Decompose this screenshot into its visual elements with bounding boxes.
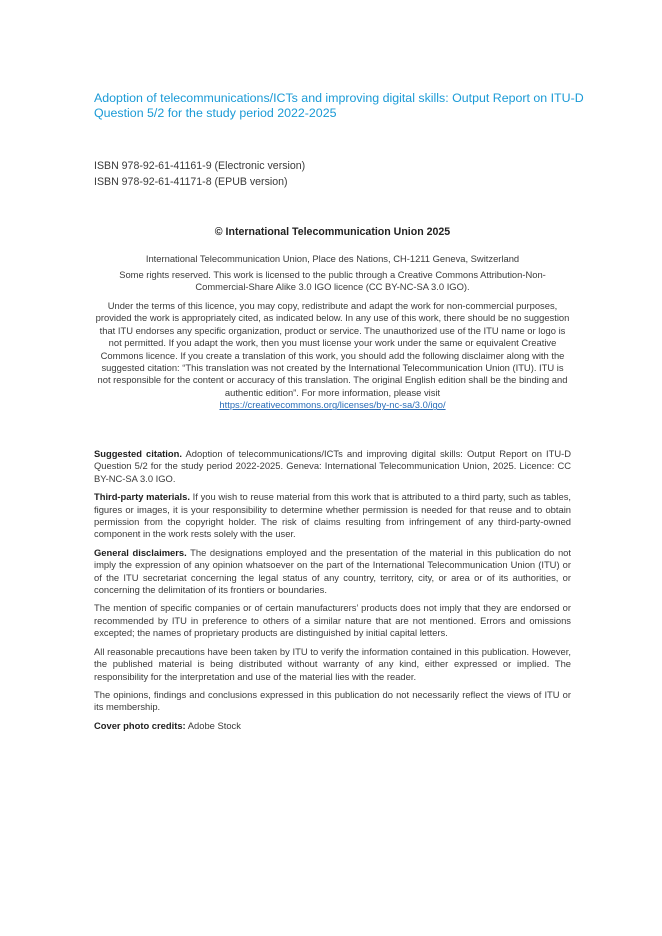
copyright-notice: © International Telecommunication Union 2025 — [214, 226, 451, 238]
general-disclaimers — [94, 547, 571, 597]
cover-photo-credits — [94, 720, 571, 732]
third-party-materials — [94, 491, 571, 541]
general-disclaimers-label: General disclaimers. — [94, 546, 187, 558]
suggested-citation — [94, 448, 571, 485]
third-party-text: If you wish to reuse material from this work that is attributed to a third party, such as tables, figures or images, it is your responsibility to determine whether permission is needed for that reuse and to obtain permission from the copyright holder. The risk of claims resulting from infringement of any third-party-owned component in the work rests solely with the user. — [94, 491, 571, 540]
isbn-electronic: ISBN 978-92-61-41161-9 (Electronic version) — [94, 160, 306, 172]
isbn-epub: ISBN 978-92-61-41171-8 (EPUB version) — [94, 176, 288, 188]
report-title: Adoption of telecommunications/ICTs and improving digital skills: Output Report on ITU-D Question 5/2 for the study period 2022-2025 — [94, 91, 584, 120]
cover-photo-text: Adobe Stock — [185, 719, 241, 731]
general-disclaimers-text: The designations employed and the presentation of the material in this publication do not imply the expression of any opinion whatsoever on the part of the International Telecommunication Union (ITU) or of the ITU secretariat concerning the legal status of any country, territory, city, or area or of its authorities, or concerning the delimitation of its frontiers or boundaries. — [94, 546, 571, 596]
licence-terms-text: Under the terms of this licence, you may copy, redistribute and adapt the work for non-commercial purposes, provided the work is appropriately cited, as indicated below. In any use of this work, there should be no suggestion that ITU endorses any specific organization, product or service. The unauthorized use of the ITU name or logo is not permitted. If you adapt the work, then you must license your work under the same or equivalent Creative Commons licence. If you create a translation of this work, you should add the following disclaimer along with the suggested citation: “This translation was not created by the International Telecommunication Union (ITU). ITU is not responsible for the content or accuracy of this translation. The original English edition shall be the binding and authentic edition”. For more information, please visit — [95, 300, 570, 398]
licence-link[interactable]: https://creativecommons.org/licenses/by-nc-sa/3.0/igo/ — [219, 399, 446, 411]
licence-terms — [94, 300, 571, 412]
suggested-citation-label: Suggested citation. — [94, 448, 182, 459]
rights-statement: Some rights reserved. This work is licensed to the public through a Creative Commons Attribution-Non- Commercial-Share Alike 3.0 IGO licence (CC BY-NC-SA 3.0 IGO). — [119, 269, 546, 293]
suggested-citation-text: Adoption of telecommunications/ICTs and improving digital skills: Output Report on ITU-D Question 5/2 for the study period 2022-2025. Geneva: International Telecommunication Union, 2025. Licence: CC BY-NC-SA 3.0 IGO. — [94, 448, 572, 484]
opinions-paragraph: The opinions, findings and conclusions expressed in this publication do not necessarily reflect the views of ITU or its membership. — [94, 688, 571, 713]
itu-address: International Telecommunication Union, Place des Nations, CH-1211 Geneva, Switzerland — [145, 253, 520, 264]
third-party-label: Third-party materials. — [94, 491, 190, 503]
mention-paragraph: The mention of specific companies or of certain manufacturers’ products does not imply that they are endorsed or recommended by ITU in preference to others of a similar nature that are not mentioned. Errors and omissions excepted; the names of proprietary products are distinguished by initial capital letters. — [94, 602, 571, 639]
cover-photo-label: Cover photo credits: — [94, 719, 186, 731]
precautions-paragraph: All reasonable precautions have been taken by ITU to verify the information contained in this publication. However, the published material is being distributed without warranty of any kind, either expressed or implied. The responsibility for the interpretation and use of the material lies with the reader. — [94, 645, 571, 682]
legal-notices — [94, 448, 571, 738]
isbn-block — [94, 158, 305, 190]
